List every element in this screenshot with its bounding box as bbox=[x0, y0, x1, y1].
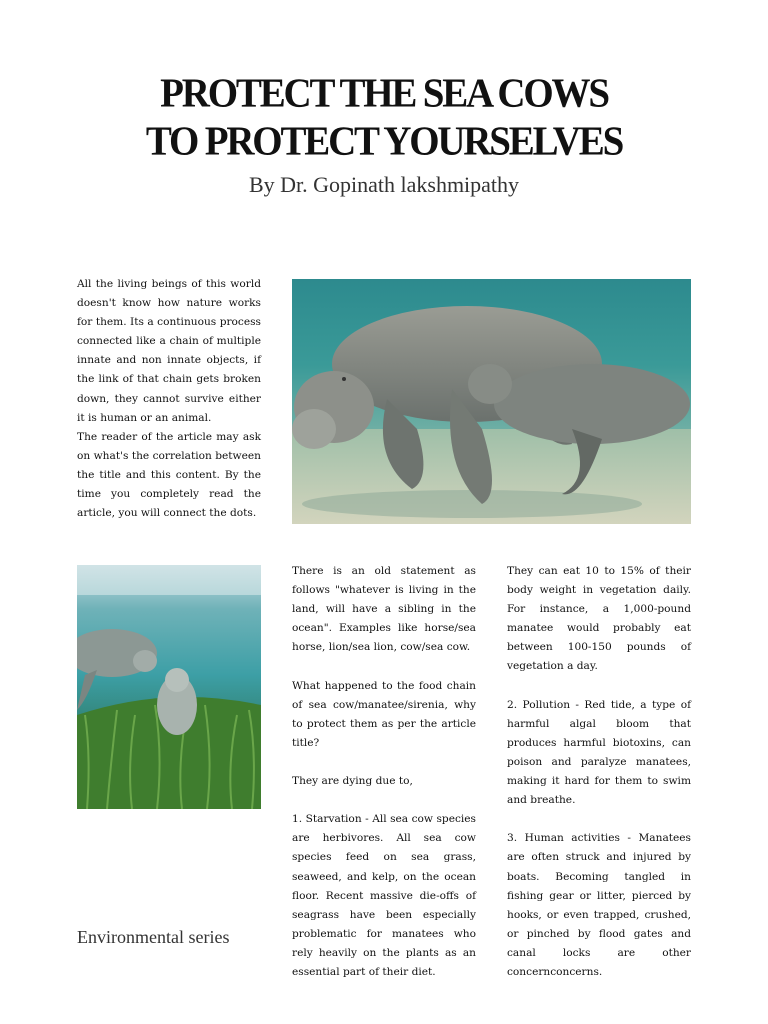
col3-paragraph-3: 3. Human activities - Manatees are often struck and injured by boats. Becoming tangled in fishing gear or litter, pierced by hooks, or even trapped, crushed, or pinched by flood gates and canal locks are other concernconcerns. bbox=[507, 832, 691, 978]
col2-paragraph-2: What happened to the food chain of sea cow/manatee/sirenia, why to protect them as per the article title? bbox=[292, 679, 476, 749]
article-column-3 bbox=[507, 562, 691, 982]
col2-paragraph-3: They are dying due to, bbox=[292, 775, 413, 788]
intro-paragraph-2: The reader of the article may ask on what's the correlation between the title and this content. By the time you completely read the article, you will connect the dots. bbox=[77, 430, 261, 520]
intro-paragraph-1: All the living beings of this world doesn't know how nature works for them. Its a continuous process connected like a chain of multiple innate and non innate objects, if the link of that chain gets broken down, they cannot survive either it is human or an animal. bbox=[77, 278, 261, 424]
title-line-2: TO PROTECT YOURSELVES bbox=[145, 119, 623, 165]
col2-paragraph-1: There is an old statement as follows "whatever is living in the land, will have a sibling in the ocean". Examples like horse/sea horse, lion/sea lion, cow/sea cow. bbox=[292, 565, 476, 654]
seagrass-photo-illustration bbox=[77, 565, 261, 809]
intro-column bbox=[77, 275, 261, 523]
manatees-seagrass-image bbox=[77, 565, 261, 809]
col3-paragraph-2: 2. Pollution - Red tide, a type of harmful algal bloom that produces harmful biotoxins, can poison and paralyze manatees, making it hard for them to swim and breathe. bbox=[507, 698, 691, 807]
col3-paragraph-1: They can eat 10 to 15% of their body weight in vegetation daily. For instance, a 1,000-pound manatee would probably eat between 100-150 pounds of vegetation a day. bbox=[507, 565, 691, 673]
manatee-photo-illustration bbox=[292, 279, 691, 524]
byline: By Dr. Gopinath lakshmipathy bbox=[248, 172, 520, 197]
manatee-mother-calf-image bbox=[292, 279, 691, 524]
article-title bbox=[0, 70, 768, 167]
article-column-2 bbox=[292, 562, 476, 982]
series-label: Environmental series bbox=[77, 927, 230, 947]
title-line-1: PROTECT THE SEA COWS bbox=[160, 70, 608, 116]
col2-paragraph-4: 1. Starvation - All sea cow species are herbivores. All sea cow species feed on sea grass, seaweed, and kelp, on the ocean floor. Recent massive die-offs of seagrass have been especially problematic for manatees who rely heavily on the plants as an essential part of their diet. bbox=[292, 813, 476, 978]
